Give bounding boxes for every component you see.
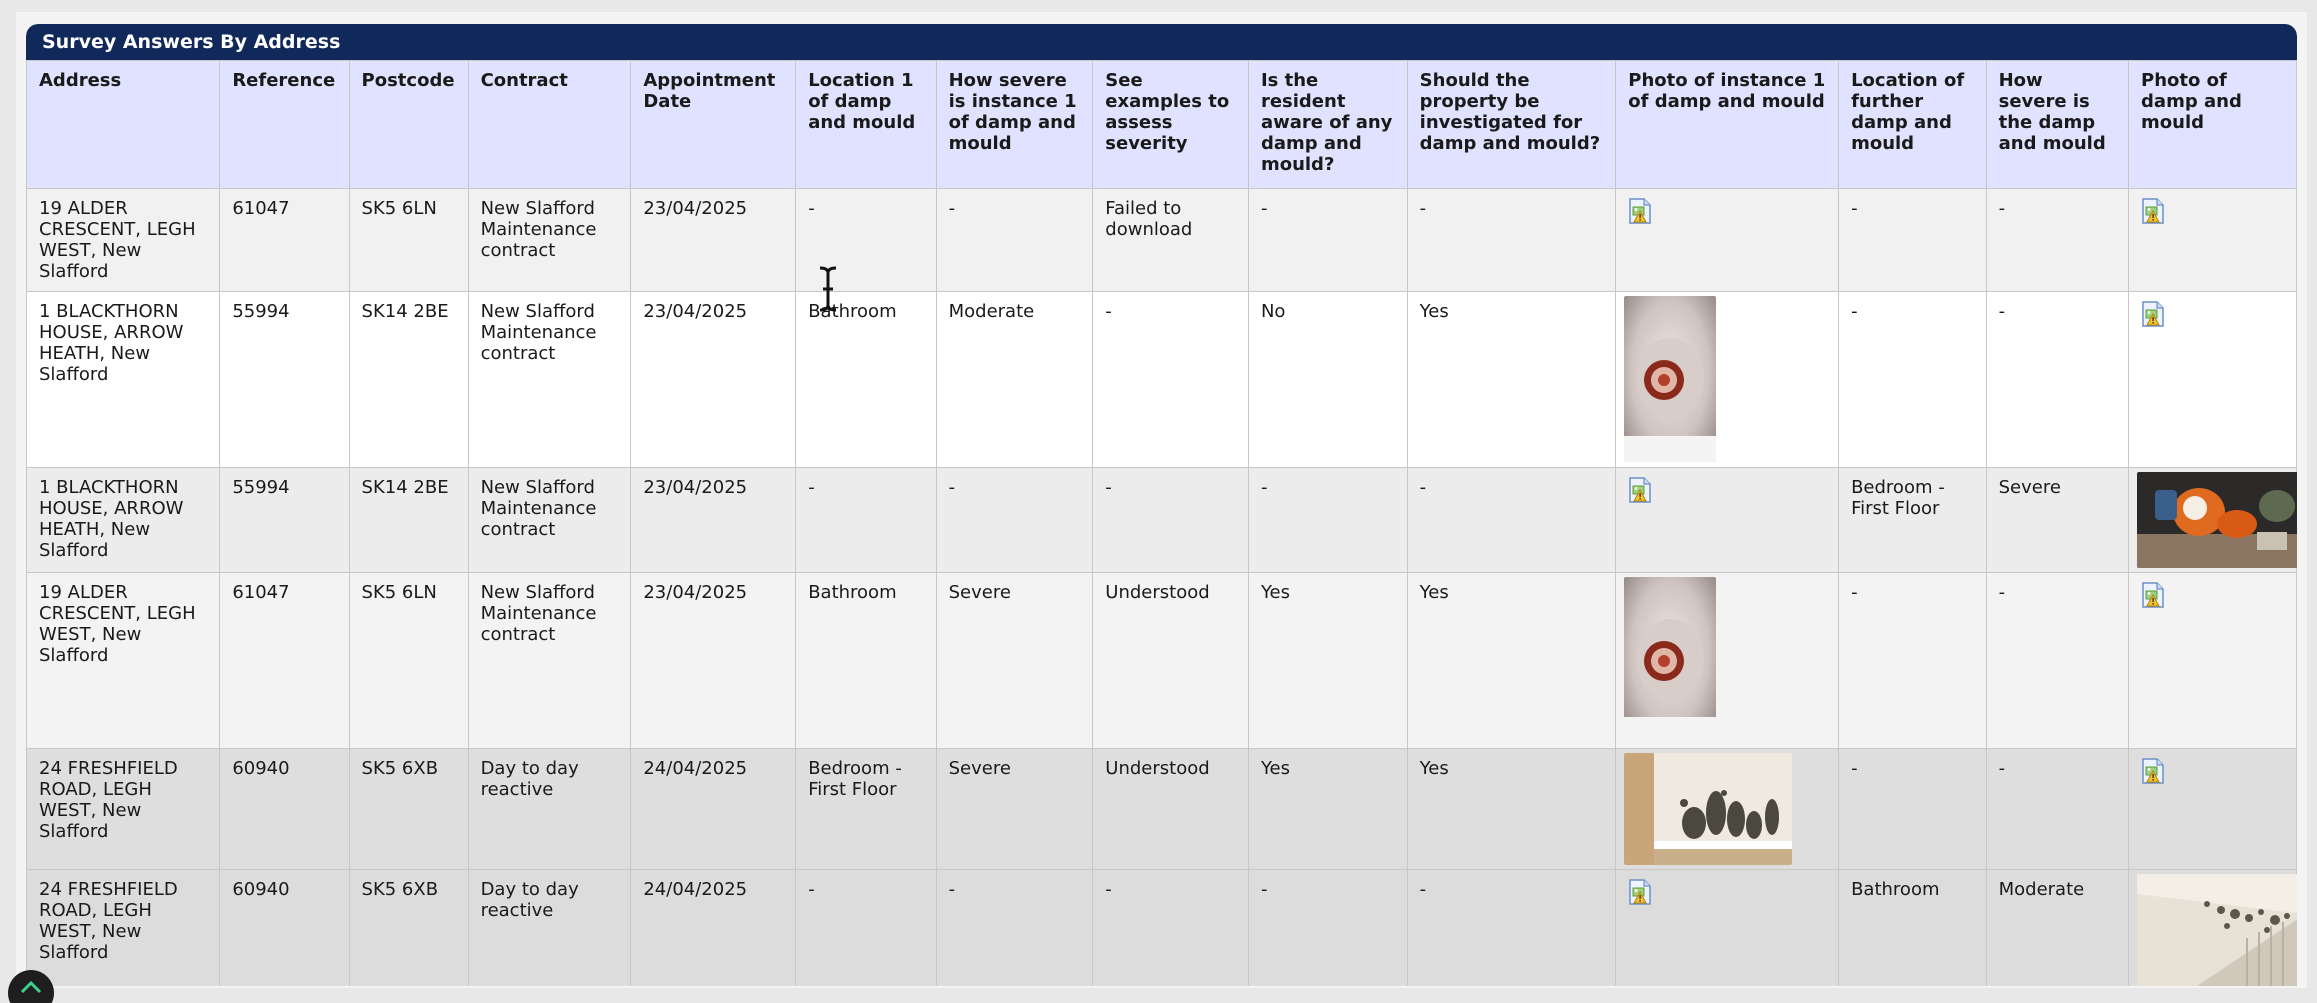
cell-further-location: Bedroom - First Floor [1839,468,1987,573]
cell-contract: Day to day reactive [468,749,631,870]
cell-location1: Bathroom [796,292,936,468]
cell-reference: 61047 [220,573,349,749]
cell-contract: Day to day reactive [468,870,631,987]
wall-mould-photo[interactable] [1624,753,1792,865]
cell-address: 24 FRESHFIELD ROAD, LEGH WEST, New Slafford [27,749,220,870]
photo-damp-cell [2129,189,2297,292]
column-header[interactable]: Contract [468,61,631,189]
table-row [27,573,2297,749]
cell-location1: Bedroom - First Floor [796,749,936,870]
photo-instance-1-cell [1616,573,1839,749]
cell-address: 1 BLACKTHORN HOUSE, ARROW HEATH, New Slafford [27,292,220,468]
column-header[interactable]: Reference [220,61,349,189]
cell-reference: 61047 [220,189,349,292]
cell-date: 23/04/2025 [631,189,796,292]
broken-image-icon[interactable] [2141,582,2165,608]
table-row [27,189,2297,292]
column-header[interactable]: Postcode [349,61,468,189]
cell-address: 24 FRESHFIELD ROAD, LEGH WEST, New Slafford [27,870,220,987]
photo-instance-1-cell [1616,468,1839,573]
broken-image-icon[interactable] [1628,477,1652,503]
cell-aware: Yes [1248,749,1407,870]
cell-severity1: - [936,468,1093,573]
table-row [27,749,2297,870]
cell-reference: 60940 [220,749,349,870]
photo-instance-1-cell [1616,292,1839,468]
broken-image-icon[interactable] [2141,198,2165,224]
broken-image-icon[interactable] [2141,758,2165,784]
cell-contract: New Slafford Maintenance contract [468,189,631,292]
cell-further-location: - [1839,573,1987,749]
cell-reference: 55994 [220,468,349,573]
column-header[interactable]: Photo of instance 1 of damp and mould [1616,61,1839,189]
cell-location1: - [796,468,936,573]
cell-examples: - [1093,292,1249,468]
cell-location1: - [796,189,936,292]
cell-address: 19 ALDER CRESCENT, LEGH WEST, New Slafford [27,189,220,292]
cell-further-severity: - [1986,189,2128,292]
cell-contract: New Slafford Maintenance contract [468,573,631,749]
cell-aware: - [1248,870,1407,987]
table-header-row [27,61,2297,189]
cell-aware: - [1248,468,1407,573]
cell-date: 24/04/2025 [631,749,796,870]
ceiling-mould-photo[interactable] [2137,874,2297,986]
photo-instance-1-cell [1616,189,1839,292]
cell-severity1: Moderate [936,292,1093,468]
cell-severity1: Severe [936,573,1093,749]
cell-contract: New Slafford Maintenance contract [468,468,631,573]
cell-investigate: - [1407,189,1616,292]
broken-image-icon[interactable] [2141,301,2165,327]
cell-further-location: - [1839,749,1987,870]
photo-damp-cell [2129,870,2297,987]
column-header[interactable]: How severe is instance 1 of damp and mould [936,61,1093,189]
cell-address: 19 ALDER CRESCENT, LEGH WEST, New Slafford [27,573,220,749]
cell-further-location: - [1839,189,1987,292]
cell-contract: New Slafford Maintenance contract [468,292,631,468]
toilet-photo[interactable] [1624,577,1716,743]
table-row [27,292,2297,468]
cell-examples: - [1093,870,1249,987]
column-header[interactable]: Is the resident aware of any damp and mould? [1248,61,1407,189]
table-row [27,870,2297,987]
column-header[interactable]: Address [27,61,220,189]
photo-damp-cell [2129,468,2297,573]
cell-further-severity: - [1986,573,2128,749]
photo-damp-cell [2129,749,2297,870]
column-header[interactable]: How severe is the damp and mould [1986,61,2128,189]
cell-aware: Yes [1248,573,1407,749]
cell-date: 23/04/2025 [631,573,796,749]
app-frame [16,12,2307,988]
table-row [27,468,2297,573]
cell-severity1: - [936,189,1093,292]
cell-further-location: - [1839,292,1987,468]
photo-damp-cell [2129,292,2297,468]
cell-examples: Understood [1093,749,1249,870]
cell-severity1: Severe [936,749,1093,870]
cell-further-severity: - [1986,749,2128,870]
cell-date: 23/04/2025 [631,292,796,468]
photo-instance-1-cell [1616,749,1839,870]
cell-postcode: SK5 6XB [349,749,468,870]
cell-aware: - [1248,189,1407,292]
column-header[interactable]: Location 1 of damp and mould [796,61,936,189]
cell-postcode: SK5 6LN [349,573,468,749]
cell-further-severity: - [1986,292,2128,468]
column-header[interactable]: Location of further damp and mould [1839,61,1987,189]
cell-location1: Bathroom [796,573,936,749]
cell-severity1: - [936,870,1093,987]
cell-address: 1 BLACKTHORN HOUSE, ARROW HEATH, New Slafford [27,468,220,573]
cell-examples: - [1093,468,1249,573]
toys-photo[interactable] [2137,472,2297,568]
cell-aware: No [1248,292,1407,468]
cell-postcode: SK5 6LN [349,189,468,292]
column-header[interactable]: See examples to assess severity [1093,61,1249,189]
text-cursor-icon [814,265,842,313]
toilet-photo[interactable] [1624,296,1716,462]
panel-title: Survey Answers By Address [26,24,2297,60]
broken-image-icon[interactable] [1628,198,1652,224]
broken-image-icon[interactable] [1628,879,1652,905]
cell-examples: Failed to download [1093,189,1249,292]
survey-panel [26,24,2297,986]
cell-location1: - [796,870,936,987]
cell-postcode: SK14 2BE [349,468,468,573]
cell-postcode: SK14 2BE [349,292,468,468]
survey-table [26,60,2297,986]
cell-date: 23/04/2025 [631,468,796,573]
cell-date: 24/04/2025 [631,870,796,987]
cell-reference: 60940 [220,870,349,987]
photo-instance-1-cell [1616,870,1839,987]
cell-reference: 55994 [220,292,349,468]
cell-investigate: Yes [1407,749,1616,870]
column-header[interactable]: Should the property be investigated for damp and mould? [1407,61,1616,189]
cell-investigate: - [1407,468,1616,573]
cell-further-location: Bathroom [1839,870,1987,987]
cell-further-severity: Severe [1986,468,2128,573]
cell-investigate: - [1407,870,1616,987]
cell-investigate: Yes [1407,292,1616,468]
cell-further-severity: Moderate [1986,870,2128,987]
cell-postcode: SK5 6XB [349,870,468,987]
column-header[interactable]: Photo of damp and mould [2129,61,2297,189]
cell-investigate: Yes [1407,573,1616,749]
photo-damp-cell [2129,573,2297,749]
cell-examples: Understood [1093,573,1249,749]
column-header[interactable]: Appointment Date [631,61,796,189]
